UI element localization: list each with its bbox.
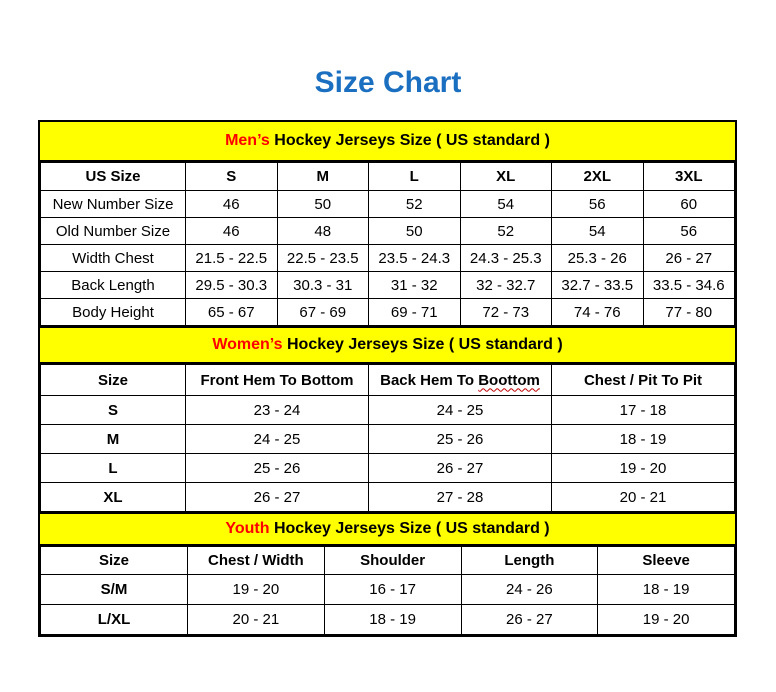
size-value-cell: 25 - 26	[369, 425, 552, 454]
size-value-cell: 56	[643, 218, 735, 245]
row-label-cell: XL	[41, 483, 186, 512]
table-row	[41, 483, 735, 512]
size-value-cell: 25.3 - 26	[552, 245, 644, 272]
size-value-cell: 26 - 27	[643, 245, 735, 272]
table-row	[41, 396, 735, 425]
mens-size-table	[40, 162, 735, 326]
size-value-cell: 24 - 25	[369, 396, 552, 425]
table-row	[41, 425, 735, 454]
table-row	[41, 605, 735, 635]
womens-section-highlight: Women’s	[212, 336, 283, 353]
size-value-cell: 29.5 - 30.3	[186, 272, 278, 299]
size-value-cell: 33.5 - 34.6	[643, 272, 735, 299]
size-value-cell: 18 - 19	[598, 575, 735, 605]
column-header-cell: Chest / Width	[188, 547, 325, 575]
size-value-cell: 18 - 19	[552, 425, 735, 454]
row-label-cell: L/XL	[41, 605, 188, 635]
size-value-cell: 72 - 73	[460, 299, 552, 326]
row-label-cell: S/M	[41, 575, 188, 605]
size-value-cell: 21.5 - 22.5	[186, 245, 278, 272]
size-value-cell: 26 - 27	[461, 605, 598, 635]
size-chart	[38, 120, 737, 637]
size-value-cell: 32 - 32.7	[460, 272, 552, 299]
size-value-cell: 46	[186, 191, 278, 218]
size-value-cell: 52	[460, 218, 552, 245]
size-value-cell: 26 - 27	[186, 483, 369, 512]
mens-section-title-text: Hockey Jerseys Size ( US standard )	[269, 132, 550, 149]
page-title: Size Chart	[314, 66, 462, 99]
column-header-cell: US Size	[41, 163, 186, 191]
column-header-cell: M	[277, 163, 369, 191]
size-value-cell: 20 - 21	[188, 605, 325, 635]
size-value-cell: 77 - 80	[643, 299, 735, 326]
youth-section-title-text: Hockey Jerseys Size ( US standard )	[269, 520, 550, 537]
womens-header-row	[41, 365, 735, 396]
size-value-cell: 30.3 - 31	[277, 272, 369, 299]
size-value-cell: 22.5 - 23.5	[277, 245, 369, 272]
size-value-cell: 46	[186, 218, 278, 245]
size-value-cell: 25 - 26	[186, 454, 369, 483]
size-value-cell: 60	[643, 191, 735, 218]
column-header-cell	[369, 365, 552, 396]
womens-size-table	[40, 364, 735, 512]
size-value-cell: 65 - 67	[186, 299, 278, 326]
row-label-cell: New Number Size	[41, 191, 186, 218]
size-value-cell: 50	[369, 218, 461, 245]
youth-size-table	[40, 546, 735, 635]
size-value-cell: 19 - 20	[552, 454, 735, 483]
youth-section-highlight: Youth	[225, 520, 270, 537]
table-row	[41, 191, 735, 218]
size-value-cell: 69 - 71	[369, 299, 461, 326]
column-header-cell: XL	[460, 163, 552, 191]
size-value-cell: 74 - 76	[552, 299, 644, 326]
size-value-cell: 50	[277, 191, 369, 218]
row-label-cell: Width Chest	[41, 245, 186, 272]
size-value-cell: 27 - 28	[369, 483, 552, 512]
column-header-cell: 2XL	[552, 163, 644, 191]
size-value-cell: 67 - 69	[277, 299, 369, 326]
mens-section-highlight: Men’s	[225, 132, 270, 149]
row-label-cell: Back Length	[41, 272, 186, 299]
size-value-cell: 26 - 27	[369, 454, 552, 483]
size-value-cell: 18 - 19	[324, 605, 461, 635]
row-label-cell: S	[41, 396, 186, 425]
column-header-text: Back Hem To	[380, 371, 479, 389]
column-header-cell: Front Hem To Bottom	[186, 365, 369, 396]
youth-section-header	[40, 512, 735, 546]
size-value-cell: 19 - 20	[188, 575, 325, 605]
size-value-cell: 24.3 - 25.3	[460, 245, 552, 272]
column-header-cell: Length	[461, 547, 598, 575]
size-value-cell: 20 - 21	[552, 483, 735, 512]
size-value-cell: 16 - 17	[324, 575, 461, 605]
table-row	[41, 245, 735, 272]
column-header-cell: S	[186, 163, 278, 191]
table-row	[41, 218, 735, 245]
womens-section-title-text: Hockey Jerseys Size ( US standard )	[282, 336, 563, 353]
column-header-cell: Shoulder	[324, 547, 461, 575]
column-header-cell: 3XL	[643, 163, 735, 191]
size-value-cell: 31 - 32	[369, 272, 461, 299]
size-value-cell: 17 - 18	[552, 396, 735, 425]
row-label-cell: Old Number Size	[41, 218, 186, 245]
size-value-cell: 32.7 - 33.5	[552, 272, 644, 299]
table-row	[41, 272, 735, 299]
row-label-cell: Body Height	[41, 299, 186, 326]
size-value-cell: 48	[277, 218, 369, 245]
misspelled-word: Boottom	[478, 371, 540, 389]
table-row	[41, 575, 735, 605]
size-value-cell: 24 - 25	[186, 425, 369, 454]
size-value-cell: 54	[460, 191, 552, 218]
size-value-cell: 24 - 26	[461, 575, 598, 605]
size-value-cell: 19 - 20	[598, 605, 735, 635]
column-header-cell: Sleeve	[598, 547, 735, 575]
youth-header-row	[41, 547, 735, 575]
mens-section-header	[40, 122, 735, 162]
size-value-cell: 52	[369, 191, 461, 218]
size-value-cell: 56	[552, 191, 644, 218]
size-value-cell: 23 - 24	[186, 396, 369, 425]
column-header-cell: Size	[41, 547, 188, 575]
size-value-cell: 23.5 - 24.3	[369, 245, 461, 272]
row-label-cell: M	[41, 425, 186, 454]
size-value-cell: 54	[552, 218, 644, 245]
column-header-cell: L	[369, 163, 461, 191]
table-row	[41, 454, 735, 483]
column-header-cell: Chest / Pit To Pit	[552, 365, 735, 396]
table-row	[41, 299, 735, 326]
mens-header-row	[41, 163, 735, 191]
womens-section-header	[40, 326, 735, 364]
column-header-cell: Size	[41, 365, 186, 396]
row-label-cell: L	[41, 454, 186, 483]
